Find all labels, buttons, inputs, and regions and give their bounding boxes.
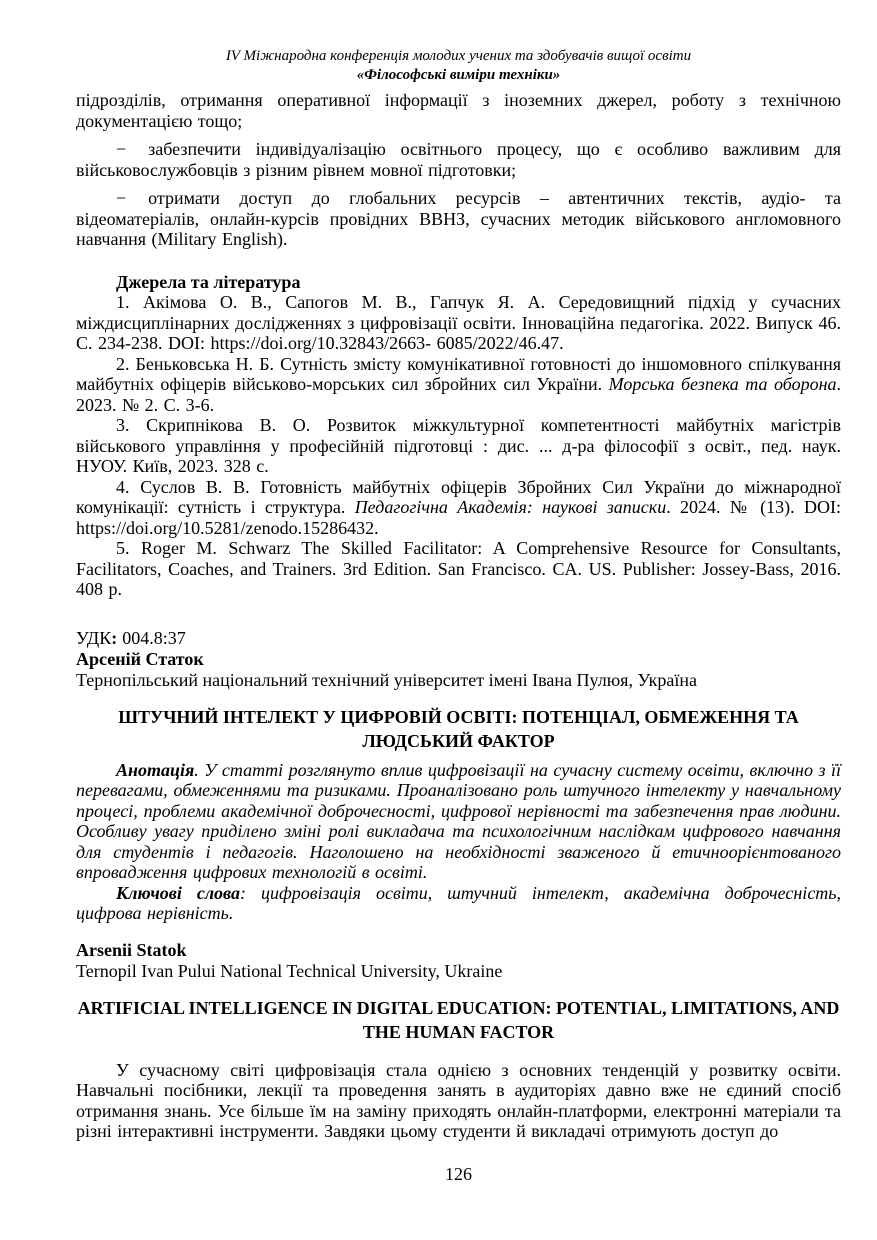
reference-item [76,477,841,539]
abstract-label: Анотація [116,759,195,780]
udk-line [76,628,841,649]
bullet-dash: − [116,139,127,159]
article-title-en: ARTIFICIAL INTELLIGENCE IN DIGITAL EDUCATION: POTENTIAL, LIMITATIONS, AND THE HUMAN FACTOR [77,997,840,1042]
udk-value: 004.8:37 [122,627,186,648]
udk-colon: : [111,627,118,648]
reference-item [76,415,841,477]
article-meta-en [76,940,841,982]
bullet-item [76,188,841,250]
abstract-paragraph [76,760,841,883]
keywords-text: : цифровізація освіти, штучний інтелект, академічна доброчесність, цифрова нерівність. [76,882,841,923]
intro-paragraph: У сучасному світі цифровізація стала однією з основних тенденцій у розвитку освіти. Навчальні посібники, лекції та проведення занять в аудиторіях давно вже не єдиний спосіб отримання знань. Усе більше їм на заміну приходять онлайн-платформи, електронні матеріали та різні інтерактивні інструменти. Завдяки цьому студенти й викладачі отримують доступ до [76,1059,841,1141]
affiliation-en: Ternopil Ivan Pului National Technical University, Ukraine [76,960,503,981]
reference-source-title: Морська безпека та оборона [608,374,837,394]
bullet-item [76,139,841,180]
reference-text: 3. Скрипнікова В. О. Розвиток міжкультурної компетентності майбутніх магістрів військового управління у професійній підготовці : дис. ... д-ра філософії з освіт., пед. наук. НУОУ. Київ, 2023. 328 с. [76,415,841,476]
page-number: 126 [445,1163,472,1184]
reference-item [76,354,841,416]
reference-text: 4. Суслов В. В. Готовність майбутніх офіцерів Збройних Сил України до міжнародної комунікації: сутність і структура. [76,476,841,517]
reference-source-title: Педагогічна Академія: наукові записки [354,497,667,517]
reference-text: . 2024. № (13). DOI: https://doi.org/10.5281/zenodo.15286432. [76,497,841,538]
references-heading: Джерела та література [116,271,301,292]
references-list [76,292,841,600]
conference-title-line2: «Філософські виміри техніки» [356,67,561,83]
reference-text: 1. Акімова О. В., Сапогов М. В., Гапчук Я. А. Середовищний підхід у сучасних міждисциплінарних дослідженнях з цифровізації освіти. Інноваційна педагогіка. 2022. Випуск 46. С. 234-238. DOI: https://doi.org/10.32843/2663- 6085/2022/46.47. [76,292,841,353]
keywords-label: Ключові слова [116,882,240,903]
page-header [76,47,841,85]
bullet-dash: − [116,188,127,208]
abstract-text: . У статті розглянуто вплив цифровізації на сучасну систему освіти, включно з її перевагами, обмеженнями та ризиками. Проаналізовано роль штучного інтелекту у навчальному процесі, проблеми академічної доброчесності, цифрової нерівності та забезпечення прав людини. Особливу увагу приділено зміні ролі викладача та психологічним наслідкам цифрового навчання для студентів і педагогів. Наголошено на необхідності зваженого й етичноорієнтованого впровадження цифрових технологій в освіті. [76,759,841,882]
bullet-text: отримати доступ до глобальних ресурсів – автентичних текстів, аудіо- та відеоматеріалів, онлайн-курсів провідних ВВНЗ, сучасних методик військового англомовного навчання (Military English). [76,188,841,249]
reference-item [76,292,841,354]
reference-text: 2. Беньковська Н. Б. Сутність змісту комунікативної готовності до іншомовного спілкування майбутніх офіцерів військово-морських сил збройних сил України. [76,353,841,394]
udk-label: УДК [76,627,112,648]
article-title-uk: ШТУЧНИЙ ІНТЕЛЕКТ У ЦИФРОВІЙ ОСВІТІ: ПОТЕНЦІАЛ, ОБМЕЖЕННЯ ТА ЛЮДСЬКИЙ ФАКТОР [118,706,799,751]
reference-text: 5. Roger M. Schwarz The Skilled Facilitator: A Comprehensive Resource for Consultants, Facilitators, Coaches, and Trainers. 3rd Edition. San Francisco. CA. US. Publisher: Jossey-Bass, 2016. 408 p. [76,538,841,599]
reference-text: . 2023. № 2. С. 3-6. [76,374,842,415]
affiliation-uk: Тернопільський національний технічний університет імені Івана Пулюя, Україна [76,669,697,690]
keywords-paragraph [76,883,841,924]
continuation-paragraph: підрозділів, отримання оперативної інформації з іноземних джерел, роботу з технічною документацією тощо; [76,90,841,131]
conference-title-line1: IV Міжнародна конференція молодих учених та здобувачів вищої освіти [225,48,692,64]
reference-item [76,538,841,600]
bullet-text: забезпечити індивідуалізацію освітнього процесу, що є особливо важливим для військовослужбовців з різним рівнем мовної підготовки; [76,139,841,180]
author-name-uk: Арсеній Статок [76,648,204,669]
article-meta-uk [76,628,841,691]
author-name-en: Arsenii Statok [76,939,187,960]
